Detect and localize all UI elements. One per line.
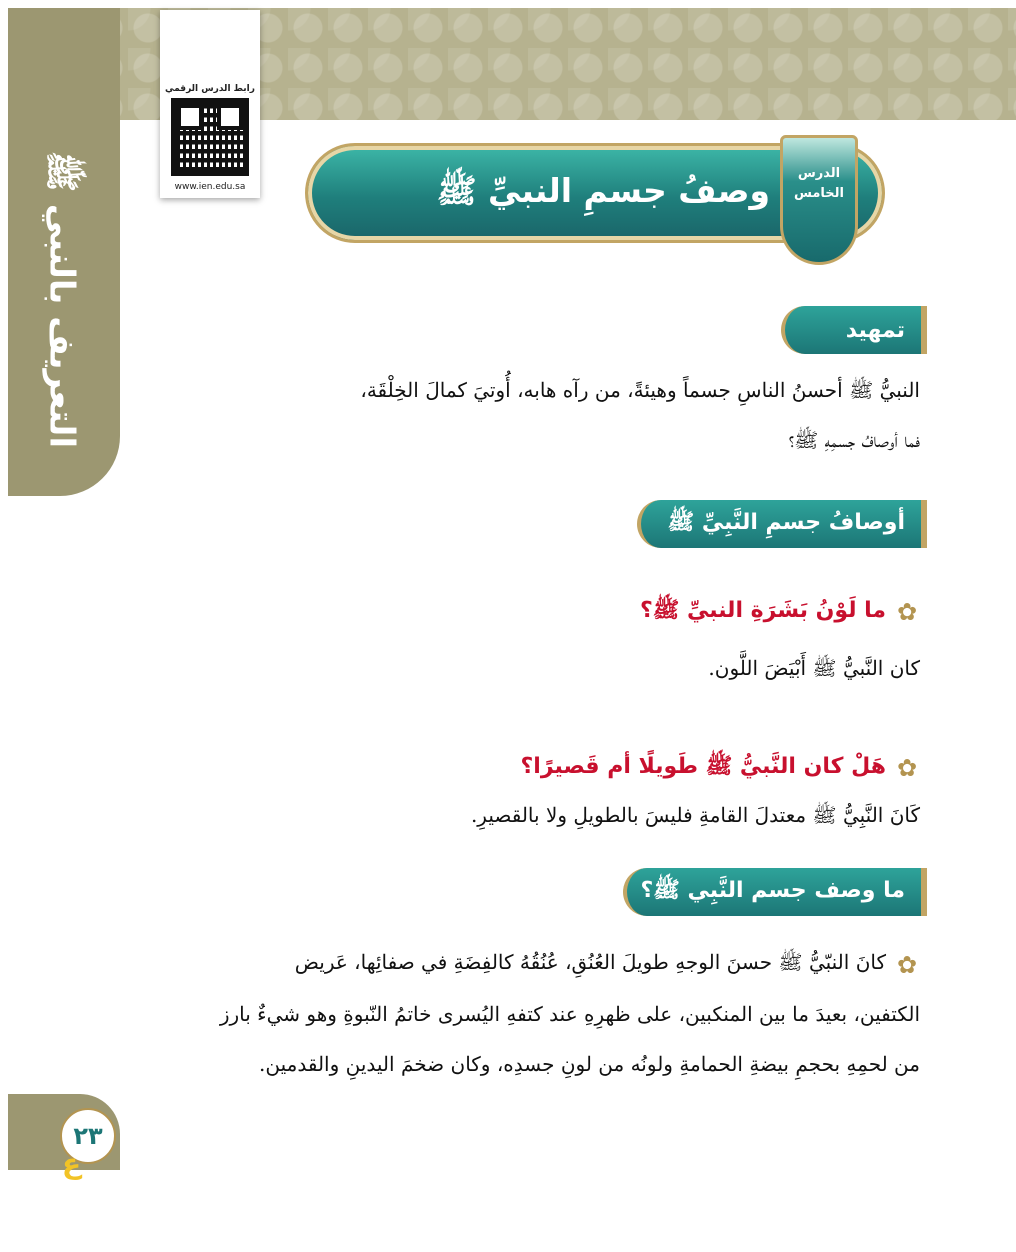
qr-label: رابط الدرس الرقمي (165, 84, 255, 94)
body-line-1-text: كانَ النبّيُّ ﷺ حسنَ الوجهِ طويلَ العُنُقِ، عُنُقُهُ كالفِضَةِ في صفائِها، عَريض (294, 950, 886, 974)
flower-bullet-icon: ✿ (896, 598, 918, 626)
qr-card[interactable] (160, 10, 260, 198)
body-line-3: من لحمِهِ بحجمِ بيضةِ الحمامةِ ولونُه من لونِ جسدِه، وكان ضخمَ اليدينِ والقدمين. (259, 1052, 920, 1076)
lesson-title: وصفُ جسمِ النبيِّ ﷺ (436, 171, 770, 210)
flower-bullet-icon: ✿ (896, 754, 918, 782)
qr-code-icon[interactable] (171, 98, 249, 176)
page-number: ٢٣ (60, 1108, 116, 1164)
lesson-tag-line1: الدرس (797, 166, 841, 181)
answer-height: كَانَ النَّبِيُّ ﷺ معتدلَ القامةِ فليسَ بالطويلِ ولا بالقصيرِ. (470, 803, 920, 827)
section-heading-intro: تمهيد (781, 306, 921, 354)
section-heading-descriptions: أوصافُ جسمِ النَّبِيِّ ﷺ (637, 500, 921, 548)
intro-line-2: فما أوصافُ جسمِهِ ﷺ؟ (788, 428, 920, 452)
answer-skin-color: كان النَّبيُّ ﷺ أَبْيَضَ اللَّون. (708, 656, 920, 680)
chapter-title-text: التعريف بالنبي ﷺ (41, 151, 82, 449)
question-skin-color (640, 596, 920, 628)
publisher-logo-icon: ع (62, 1147, 82, 1180)
lesson-number-tag (780, 135, 858, 265)
intro-line-1: النبيُّ ﷺ أحسنُ الناسِ جسماً وهيئةً، من رآه هابه، أُوتيَ كمالَ الخِلْقَة، (360, 378, 920, 402)
lesson-tag-line2: الخامس (793, 186, 844, 201)
chapter-title (22, 115, 102, 485)
body-line-2: الكتفين، بعيدَ ما بين المنكبين، على ظهرِهِ عند كتفهِ اليُسرى خاتمُ النّبوةِ وهو شيءٌ بارز (219, 1002, 920, 1026)
question-text: هَلْ كان النَّبيُّ ﷺ طَويلًا أم قَصيرًا؟ (520, 754, 886, 779)
body-line-1 (136, 950, 920, 979)
flower-bullet-icon: ✿ (896, 950, 918, 979)
section-heading-body: ما وصف جسم النَّبِي ﷺ؟ (623, 868, 921, 916)
qr-url[interactable]: www.ien.edu.sa (174, 182, 246, 192)
question-height (521, 752, 920, 784)
question-text: ما لَوْنُ بَشَرَةِ النبيِّ ﷺ؟ (639, 598, 886, 623)
